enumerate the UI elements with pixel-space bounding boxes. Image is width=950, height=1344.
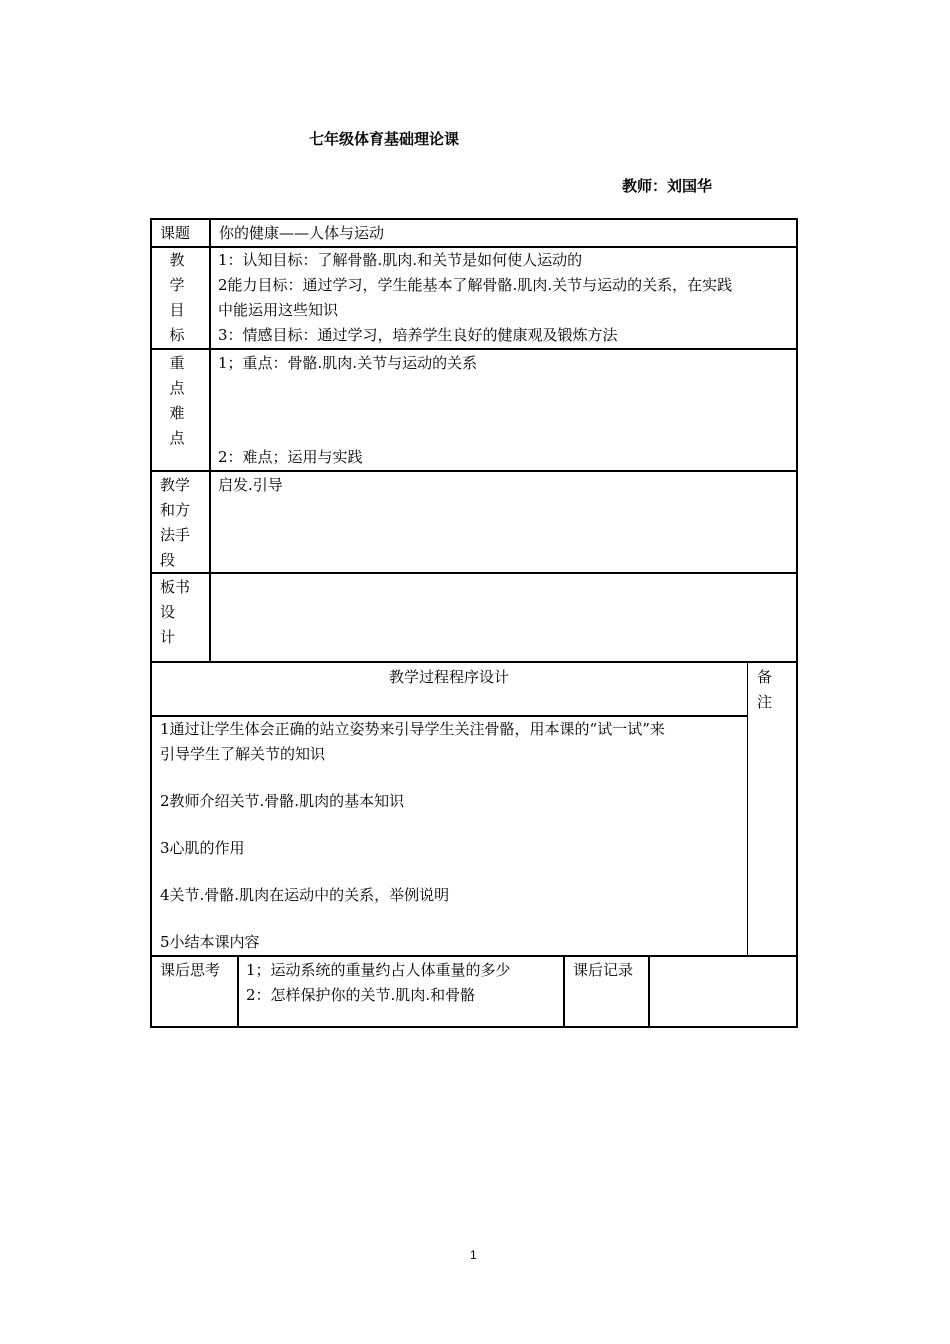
teacher-name: 教师：刘国华 bbox=[622, 177, 713, 195]
topic-label: 课题 bbox=[160, 224, 191, 242]
row-divider bbox=[150, 661, 798, 663]
remarks-label: 备 注 bbox=[757, 668, 773, 711]
process-item: 引导学生了解关节的知识 bbox=[160, 745, 326, 763]
col-divider bbox=[747, 661, 748, 957]
objective-line: 3：情感目标：通过学习，培养学生良好的健康观及锻炼方法 bbox=[218, 326, 618, 344]
after-class-label: 课后思考 bbox=[160, 961, 221, 979]
page-number: 1 bbox=[470, 1248, 477, 1262]
after-class-question: 2：怎样保护你的关节.肌肉.和骨骼 bbox=[246, 986, 476, 1004]
record-label: 课后记录 bbox=[573, 961, 634, 979]
objective-line: 1：认知目标：了解骨骼.肌肉.和关节是如何使人运动的 bbox=[218, 251, 583, 269]
key-points-label: 重 点 难 点 bbox=[169, 354, 185, 447]
after-class-question: 1；运动系统的重量约占人体重量的多少 bbox=[246, 961, 511, 979]
board-label: 板书 设 计 bbox=[160, 578, 191, 646]
row-divider bbox=[150, 348, 798, 350]
row-divider bbox=[150, 470, 798, 472]
objectives-label: 教 学 目 标 bbox=[169, 251, 185, 344]
key-point-text: 1；重点：骨骼.肌肉.关节与运动的关系 bbox=[218, 354, 478, 372]
process-item: 4关节.骨骼.肌肉在运动中的关系，举例说明 bbox=[160, 886, 450, 904]
process-item: 5小结本课内容 bbox=[160, 933, 260, 951]
objective-line: 2能力目标：通过学习，学生能基本了解骨骼.肌肉.关节与运动的关系，在实践 bbox=[218, 276, 733, 294]
col-divider bbox=[237, 955, 239, 1028]
difficult-point-text: 2：难点；运用与实践 bbox=[218, 448, 363, 466]
document-title: 七年级体育基础理论课 bbox=[309, 130, 460, 148]
objective-line: 中能运用这些知识 bbox=[218, 301, 339, 319]
methods-value: 启发.引导 bbox=[218, 476, 283, 494]
topic-value: 你的健康——人体与运动 bbox=[219, 224, 385, 242]
methods-label: 教学 和方 法手 段 bbox=[160, 476, 191, 569]
objectives-content bbox=[218, 248, 732, 348]
process-item: 1通过让学生体会正确的站立姿势来引导学生关注骨骼，用本课的“试一试”来 bbox=[160, 720, 665, 738]
row-divider bbox=[150, 955, 798, 957]
col-divider bbox=[563, 955, 565, 1028]
process-header: 教学过程程序设计 bbox=[388, 668, 509, 686]
after-class-content bbox=[246, 958, 511, 1008]
row-divider bbox=[150, 572, 798, 574]
process-item: 3心肌的作用 bbox=[160, 839, 245, 857]
col-divider bbox=[209, 218, 211, 663]
process-item: 2教师介绍关节.骨骼.肌肉的基本知识 bbox=[160, 792, 405, 810]
process-content bbox=[160, 717, 665, 955]
col-divider bbox=[648, 955, 650, 1028]
